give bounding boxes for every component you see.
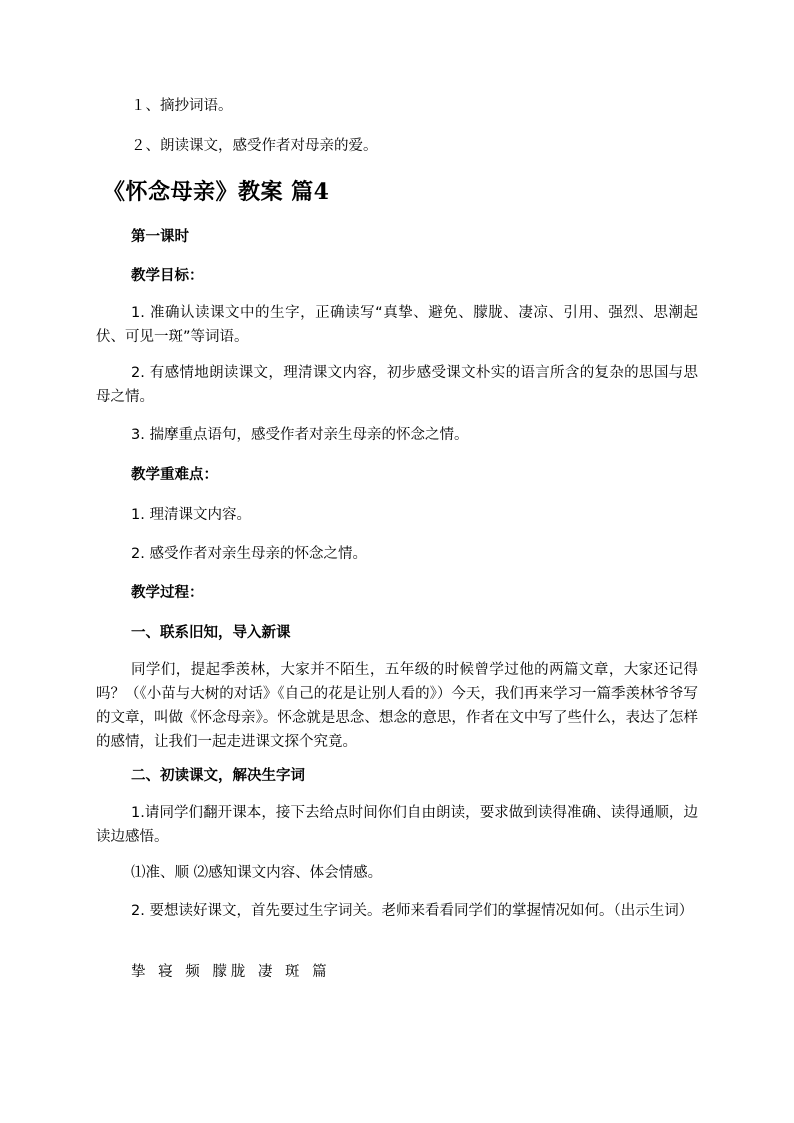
lesson-heading: 第一课时: [131, 229, 189, 245]
goal-item-2: 2. 有感情地朗读课文，理清课文内容，初步感受课文朴实的语言所含的复杂的思国与思母之情。: [96, 365, 698, 405]
step-1-heading: 一、联系旧知，导入新课: [131, 625, 291, 641]
step-1-paragraph: 同学们，提起季羡林，大家并不陌生，五年级的时候曾学过他的两篇文章，大家还记得吗？（《小苗与大树的对话》《自己的花是让别人看的》）今天，我们再来学习一篇季羡林爷爷写的文章，叫做《怀念母亲》。怀念就是思念、想念的意思，作者在文中写了些什么，表达了怎样的感情，让我们一起走进课文探个究竟。: [96, 662, 698, 750]
goal-item-1: 1. 准确认读课文中的生字，正确读写“真挚、避免、朦胧、凄凉、引用、强烈、思潮起伏、可见一斑”等词语。: [96, 305, 698, 345]
step-2-paragraph-1: 1.请同学们翻开课本，接下去给点时间你们自由朗读，要求做到读得准确、读得通顺，边读边感悟。: [96, 805, 698, 845]
step-2-paragraph-3: 2. 要想读好课文，首先要过生字词关。老师来看看同学们的掌握情况如何。（出示生词）: [131, 903, 694, 919]
goals-heading: 教学目标：: [131, 268, 204, 284]
list-item-copy-words: １、摘抄词语。: [131, 98, 233, 114]
key-points-heading: 教学重难点：: [131, 467, 218, 483]
new-words-list: 挚 寝 频 朦胧 凄 斑 篇: [131, 964, 331, 980]
key-point-1: 1. 理清课文内容。: [131, 507, 251, 523]
list-item-read-aloud: ２、朗读课文，感受作者对母亲的爱。: [131, 138, 378, 154]
process-heading: 教学过程：: [131, 585, 204, 601]
key-point-2: 2. 感受作者对亲生母亲的怀念之情。: [131, 546, 367, 562]
goal-item-3: 3. 揣摩重点语句，感受作者对亲生母亲的怀念之情。: [131, 427, 469, 443]
page-title: 《怀念母亲》教案 篇4: [103, 179, 330, 205]
step-2-heading: 二、初读课文，解决生字词: [131, 768, 305, 784]
step-2-paragraph-2: ⑴准、顺 ⑵感知课文内容、体会情感。: [131, 865, 383, 881]
